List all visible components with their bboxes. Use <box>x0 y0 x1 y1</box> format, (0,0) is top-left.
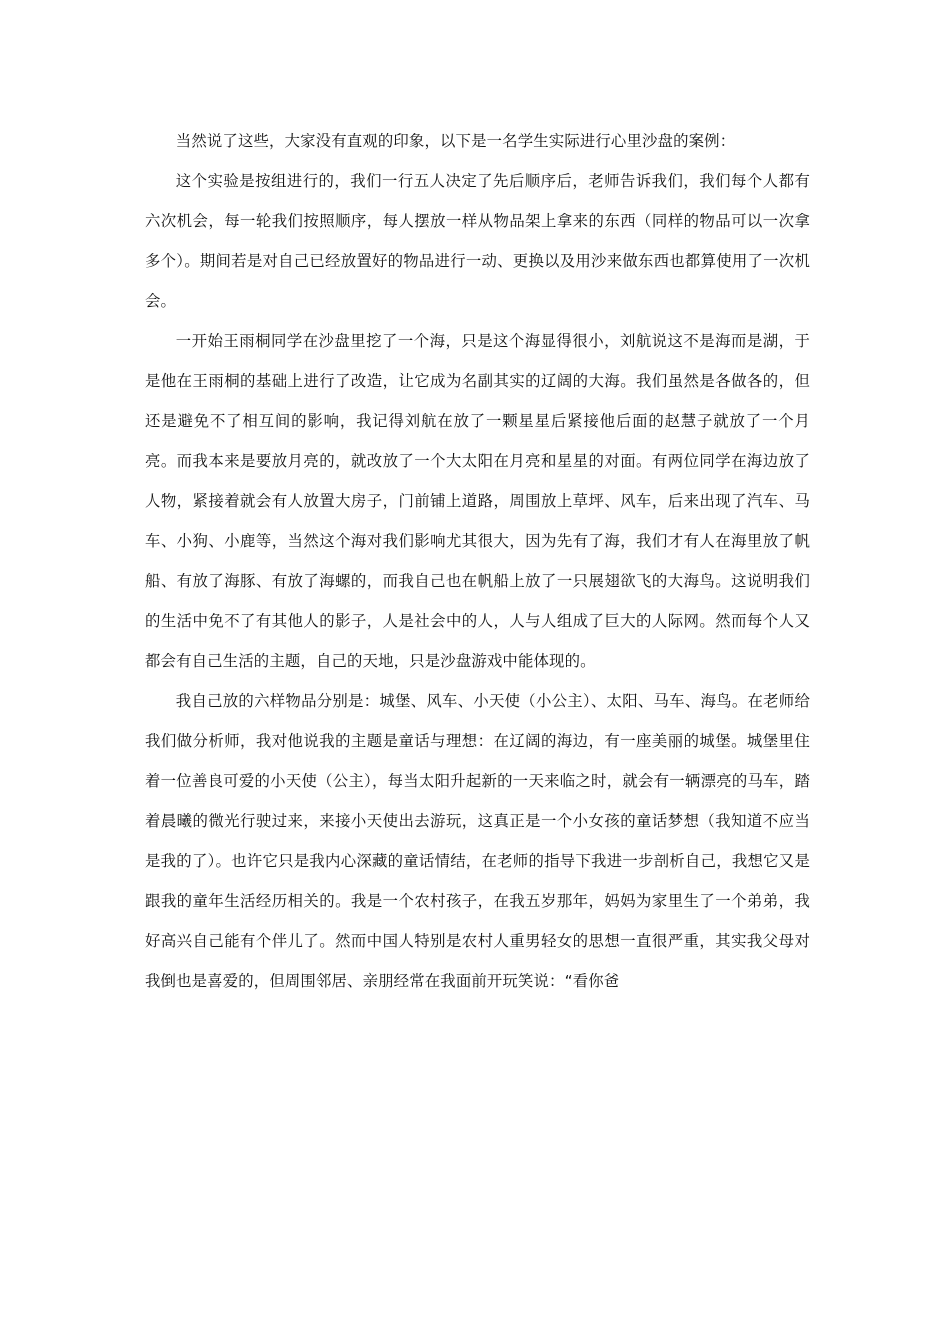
paragraph-sandplay-process: 一开始王雨桐同学在沙盘里挖了一个海，只是这个海显得很小，刘航说这不是海而是湖，于是他在王雨桐的基础上进行了改造，让它成为名副其实的辽阔的大海。我们虽然是各做各的，但还是避免不了相互间的影响，我记得刘航在放了一颗星星后紧接他后面的赵慧子就放了一个月亮。而我本来是要放月亮的，就改放了一个大太阳在月亮和星星的对面。有两位同学在海边放了人物，紧接着就会有人放置大房子，门前铺上道路，周围放上草坪、风车，后来出现了汽车、马车、小狗、小鹿等，当然这个海对我们影响尤其很大，因为先有了海，我们才有人在海里放了帆船、有放了海豚、有放了海螺的，而我自己也在帆船上放了一只展翅欲飞的大海鸟。这说明我们的生活中免不了有其他人的影子，人是社会中的人，人与人组成了巨大的人际网。然而每个人又都会有自己生活的主题，自己的天地，只是沙盘游戏中能体现的。 <box>145 332 810 670</box>
paragraph-personal-analysis: 我自己放的六样物品分别是：城堡、风车、小天使（小公主）、太阳、马车、海鸟。在老师给我们做分析师，我对他说我的主题是童话与理想：在辽阔的海边，有一座美丽的城堡。城堡里住着一位善良可爱的小天使（公主），每当太阳升起新的一天来临之时，就会有一辆漂亮的马车，踏着晨曦的微光行驶过来，来接小天使出去游玩，这真正是一个小女孩的童话梦想（我知道不应当是我的了）。也许它只是我内心深藏的童话情结，在老师的指导下我进一步剖析自己，我想它又是跟我的童年生活经历相关的。我是一个农村孩子，在我五岁那年，妈妈为家里生了一个弟弟，我好高兴自己能有个伴儿了。然而中国人特别是农村人重男轻女的思想一直很严重，其实我父母对我倒也是喜爱的，但周围邻居、亲朋经常在我面前开玩笑说：“看你爸 <box>145 692 810 990</box>
document-body <box>145 121 810 1001</box>
paragraph-intro: 当然说了这些，大家没有直观的印象，以下是一名学生实际进行心里沙盘的案例： <box>175 132 736 150</box>
paragraph-experiment-rules: 这个实验是按组进行的，我们一行五人决定了先后顺序后，老师告诉我们，我们每个人都有六次机会，每一轮我们按照顺序，每人摆放一样从物品架上拿来的东西（同样的物品可以一次拿多个）。期间若是对自己已经放置好的物品进行一动、更换以及用沙来做东西也都算使用了一次机会。 <box>145 172 810 310</box>
